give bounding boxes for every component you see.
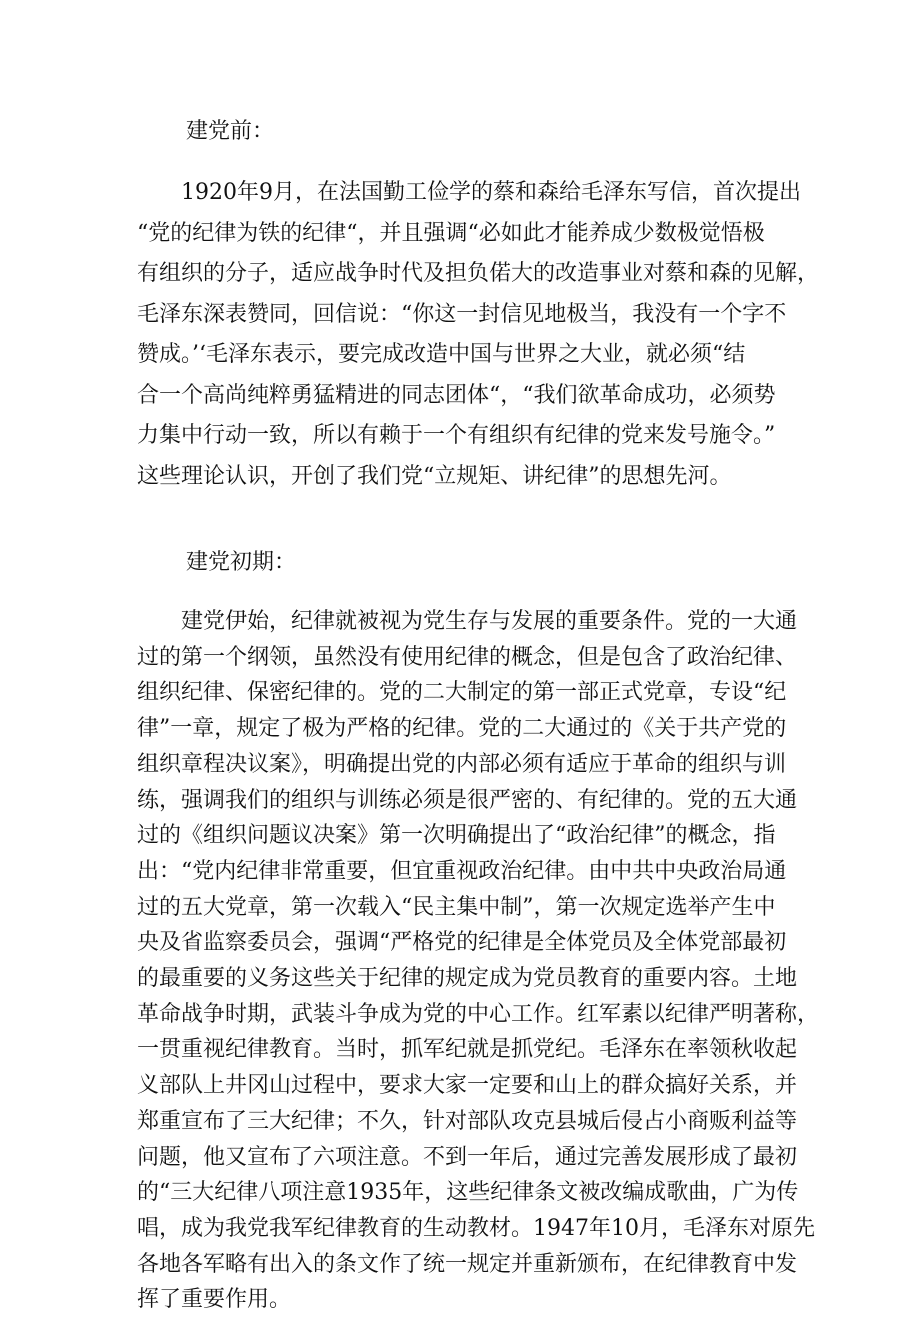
text-line: 过的第一个纲领，虽然没有使用纪律的概念，但是包含了政治纪律、 [137,644,798,670]
text-line: 的最重要的义务这些关于纪律的规定成为党员教育的重要内容。土地 [137,966,798,992]
text-line: 挥了重要作用。 [137,1287,292,1313]
text-line: 毛泽东深表赞同，回信说：“你这一封信见地极当，我没有一个字不 [137,301,787,327]
text-line: 律”一章，规定了极为严格的纪律。党的二大通过的《关于共产党的 [137,716,787,742]
text-line: 各地各军略有出入的条文作了统一规定并重新颁布，在纪律教育中发 [137,1251,798,1277]
text-line: 组织纪律、保密纪律的。党的二大制定的第一部正式党章，专设“纪 [137,680,787,706]
text-line: 的“三大纪律八项注意1935年，这些纪律条文被改编成歌曲，广为传 [137,1180,799,1206]
text-line: 这些理论认识，开创了我们党“立规矩、讲纪律”的思想先河。 [137,463,732,489]
text-line: 有组织的分子，适应战争时代及担负偌大的改造事业对蔡和森的见解， [137,261,820,286]
text-line: 1920年9月，在法国勤工俭学的蔡和森给毛泽东写信，首次提出 [137,180,801,205]
text-line: 义部队上井冈山过程中，要求大家一定要和山上的群众搞好关系，并 [137,1073,798,1099]
text-line: 练，强调我们的组织与训练必须是很严密的、有纪律的。党的五大通 [137,787,798,813]
text-line: 出：“党内纪律非常重要，但宜重视政治纪律。由中共中央政治局通 [137,858,787,884]
text-line: 过的五大党章，第一次载入“民主集中制”，第一次规定选举产生中 [137,894,776,920]
text-line: 建党伊始，纪律就被视为党生存与发展的重要条件。党的一大通 [137,609,798,634]
text-line: 问题，他又宣布了六项注意。不到一年后，通过完善发展形成了最初 [137,1144,798,1170]
text-line: 革命战争时期，武装斗争成为党的中心工作。红军素以纪律严明著称， [137,1001,820,1027]
text-line: 过的《组织问题议决案》第一次明确提出了“政治纪律”的概念，指 [137,823,776,849]
text-line: 一贯重视纪律教育。当时，抓军纪就是抓党纪。毛泽东在率领秋收起 [137,1037,798,1063]
paragraph-pre-founding [137,173,820,497]
text-line: 赞成。’‘毛泽东表示，要完成改造中国与世界之大业，就必须“结 [137,342,746,367]
section-heading-pre-founding: 建党前： [186,119,275,144]
text-line: “党的纪律为铁的纪律“，并且强调“必如此才能养成少数极觉悟极 [137,220,765,246]
paragraph-early-founding [137,604,820,1318]
section-heading-early-founding: 建党初期： [186,550,297,575]
text-line: 唱，成为我党我军纪律教育的生动教材。1947年10月，毛泽东对原先 [137,1215,815,1241]
text-line: 郑重宣布了三大纪律；不久，针对部队攻克县城后侵占小商贩利益等 [137,1108,798,1134]
text-line: 力集中行动一致，所以有赖于一个有组织有纪律的党来发号施令。” [137,423,776,448]
text-line: 央及省监察委员会，强调“严格党的纪律是全体党员及全体党部最初 [137,930,787,956]
text-line: 组织章程决议案》，明确提出党的内部必须有适应于革命的组织与训 [137,751,787,777]
text-line: 合一个高尚纯粹勇猛精进的同志团体“，“我们欲革命成功，必须势 [137,382,776,408]
